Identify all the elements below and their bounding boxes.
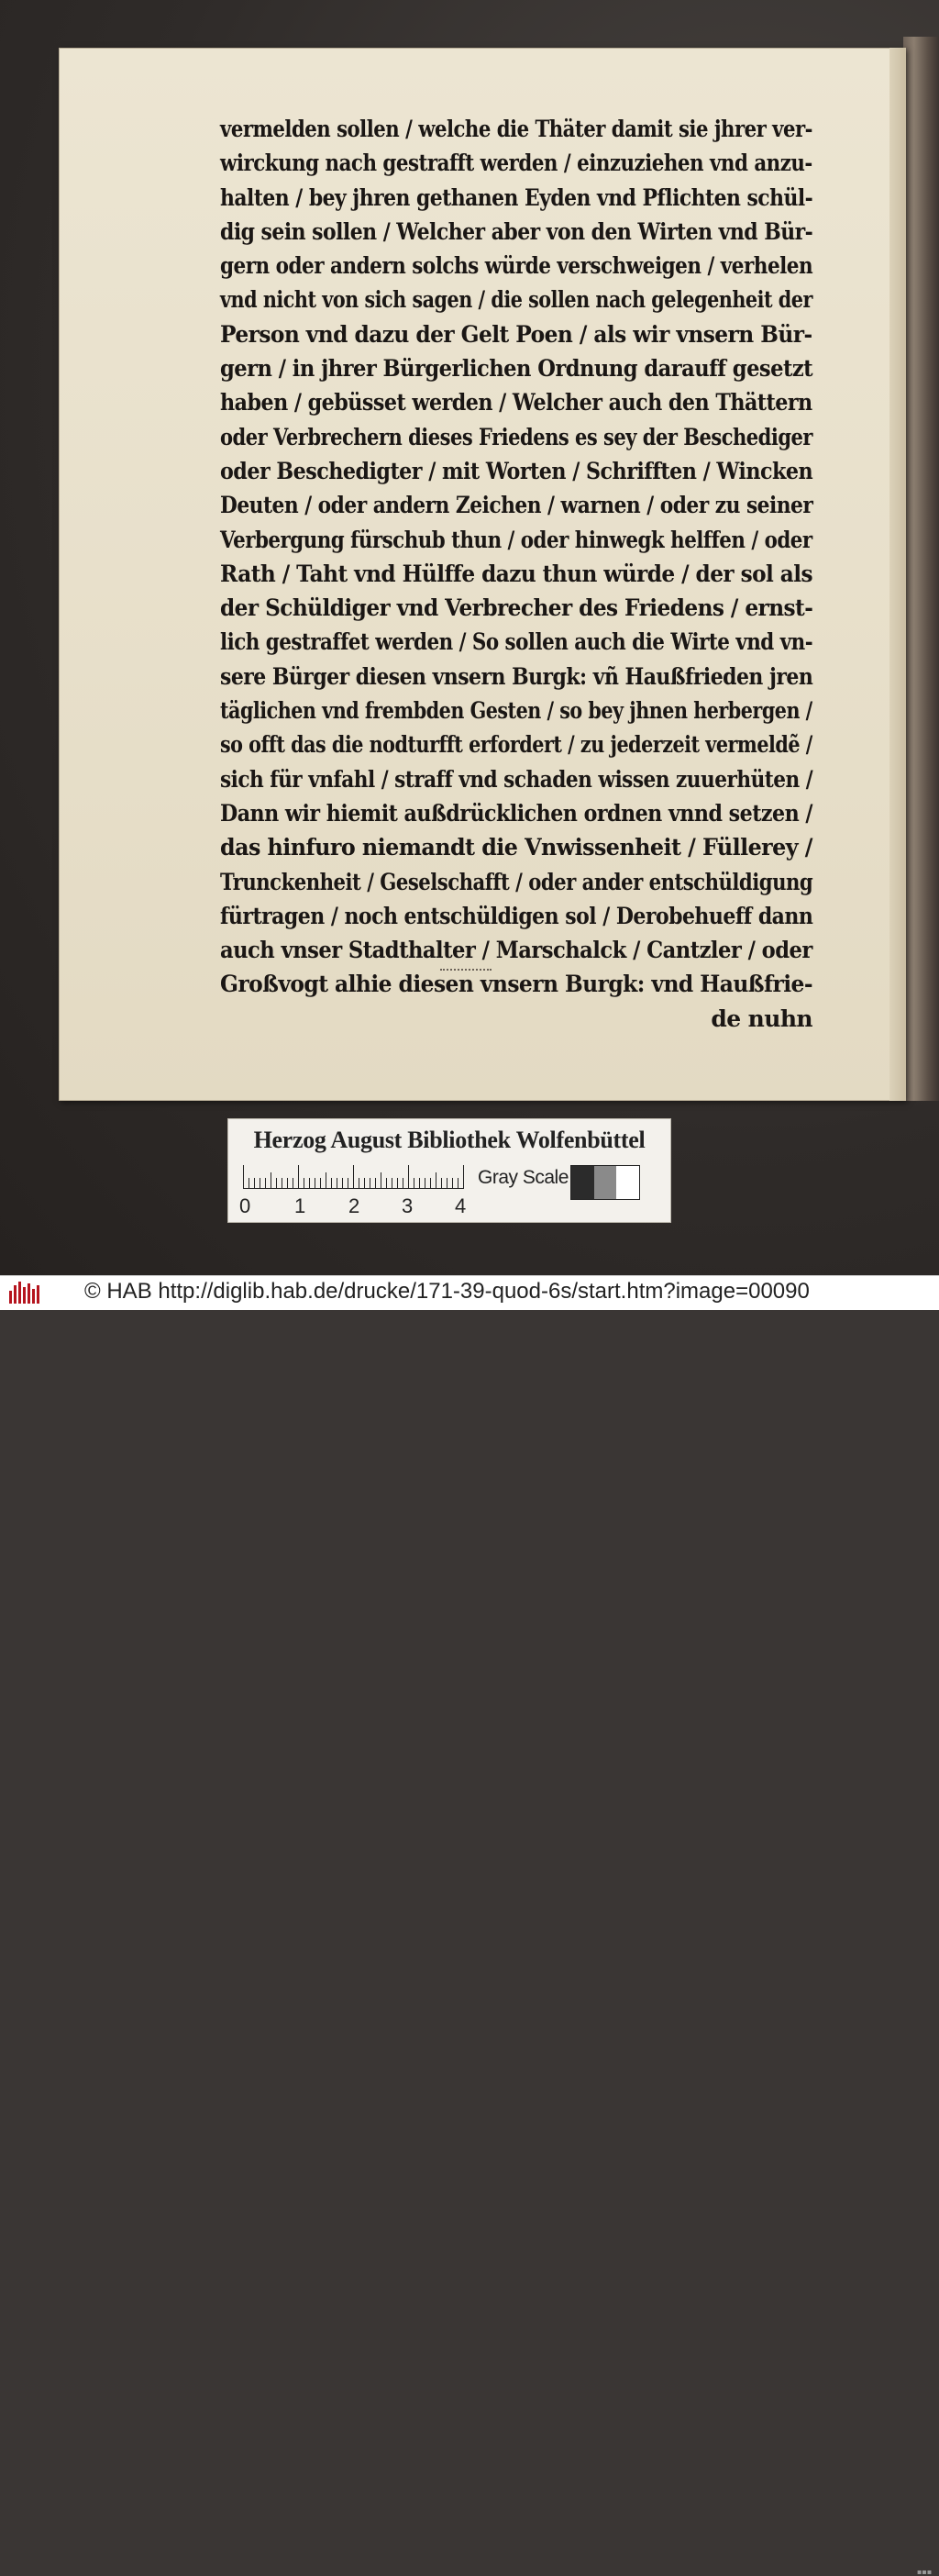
gray-swatch xyxy=(616,1166,639,1199)
page-edge xyxy=(889,48,906,1101)
text-line: Dann wir hiemit außdrücklichen ordnen vnnd setzen / xyxy=(220,799,812,827)
ruler-tick xyxy=(287,1178,288,1189)
ruler-tick xyxy=(353,1165,354,1189)
text-line: dig sein sollen / Welcher aber von den Wirten vnd Bür- xyxy=(220,217,813,245)
hab-logo-icon xyxy=(9,1282,44,1304)
ruler-tick xyxy=(276,1178,277,1189)
ruler-tick xyxy=(397,1178,398,1189)
ruler-tick xyxy=(309,1178,310,1189)
ink-smudge xyxy=(440,963,492,971)
text-line: haben / gebüsset werden / Welcher auch den Thättern xyxy=(220,389,812,416)
text-line: Deuten / oder andern Zeichen / warnen / oder zu seiner xyxy=(220,492,813,519)
scale-ruler xyxy=(243,1165,463,1189)
ruler-tick xyxy=(298,1165,299,1189)
ruler-number: 2 xyxy=(348,1194,360,1217)
library-color-card xyxy=(227,1118,671,1223)
text-line: so offt das die nodturfft erfordert / zu jederzeit vermeldẽ / xyxy=(220,731,812,759)
text-line: Großvogt alhie diesen vnsern Burgk: vnd Haußfrie- xyxy=(220,971,812,998)
ruler-tick xyxy=(254,1178,255,1189)
ruler-tick xyxy=(463,1165,464,1189)
ruler-tick xyxy=(408,1165,409,1189)
gray-scale-swatch xyxy=(570,1165,640,1200)
gray-swatch xyxy=(571,1166,594,1199)
text-line: sich für vnfahl / straff vnd schaden wissen zuuerhüten / xyxy=(220,765,813,793)
footer-bar xyxy=(0,1275,939,2576)
ruler-number: 1 xyxy=(294,1194,306,1217)
text-line: auch vnser Stadthalter / Marschalck / Cantzler / oder xyxy=(220,937,812,964)
ruler-number: 4 xyxy=(455,1194,467,1217)
book-binding-edge xyxy=(903,37,939,1101)
text-line: vnd nicht von sich sagen / die sollen nach gelegenheit der xyxy=(220,286,812,314)
text-line: gern / in jhrer Bürgerlichen Ordnung darauff gesetzt xyxy=(220,355,813,383)
ruler-tick xyxy=(243,1165,244,1189)
text-line: täglichen vnd frembden Gesten / so bey jhnen herbergen / xyxy=(220,697,812,725)
text-line: Trunckenheit / Geselschafft / oder ander entschüldigung xyxy=(220,868,813,895)
gray-scale-label: Gray Scale xyxy=(478,1167,569,1188)
text-line: das hinfuro niemandt die Vnwissenheit / Füllerey / xyxy=(220,834,812,861)
library-title: Herzog August Bibliothek Wolfenbüttel xyxy=(253,1127,646,1153)
ruler-number: 3 xyxy=(402,1194,414,1217)
corner-mark: ▪▪▪ xyxy=(917,2568,933,2576)
text-line: gern oder andern solchs würde verschweigen / verhelen xyxy=(220,252,813,280)
text-line: wirckung nach gestrafft werden / einzuziehen vnd anzu- xyxy=(220,150,812,177)
text-line: Verbergung fürschub thun / oder hinwegk helffen / oder xyxy=(220,526,812,553)
footer-copyright-link[interactable]: © HAB http://diglib.hab.de/drucke/171-39-quod-6s/start.htm?image=00090 xyxy=(84,1279,810,1304)
text-line: Rath / Taht vnd Hülffe dazu thun würde / der sol als xyxy=(220,560,813,587)
catchword: de nuhn xyxy=(711,1005,812,1032)
ruler-tick xyxy=(342,1178,343,1189)
ruler-tick xyxy=(441,1178,442,1189)
text-line: oder Beschedigter / mit Worten / Schrifften / Wincken xyxy=(220,457,813,484)
text-line: der Schüldiger vnd Verbrecher des Friedens / ernst- xyxy=(220,594,813,622)
text-line: vermelden sollen / welche die Thäter damit sie jhrer ver- xyxy=(220,116,812,142)
ruler-number: 0 xyxy=(239,1194,251,1217)
ruler-tick xyxy=(265,1178,266,1189)
page-text-block xyxy=(220,112,812,1036)
text-line: fürtragen / noch entschüldigen sol / Derobehueff dann xyxy=(220,902,813,929)
text-line: halten / bey jhren gethanen Eyden vnd Pflichten schül- xyxy=(220,183,813,211)
ruler-tick xyxy=(375,1178,376,1189)
ruler-tick xyxy=(386,1178,387,1189)
ruler-tick xyxy=(452,1178,453,1189)
text-line: oder Verbrechern dieses Friedens es sey der Beschediger xyxy=(220,423,813,450)
text-line: Person vnd dazu der Gelt Poen / als wir vnsern Bür- xyxy=(220,320,812,348)
ruler-tick xyxy=(419,1178,420,1189)
ruler-tick xyxy=(430,1178,431,1189)
ruler-tick xyxy=(320,1178,321,1189)
text-line: lich gestraffet werden / So sollen auch die Wirte vnd vn- xyxy=(220,628,813,656)
text-line: sere Bürger diesen vnsern Burgk: vñ Haußfrieden jren xyxy=(220,662,813,690)
gray-swatch xyxy=(594,1166,617,1199)
ruler-tick xyxy=(364,1178,365,1189)
ruler-tick xyxy=(331,1178,332,1189)
